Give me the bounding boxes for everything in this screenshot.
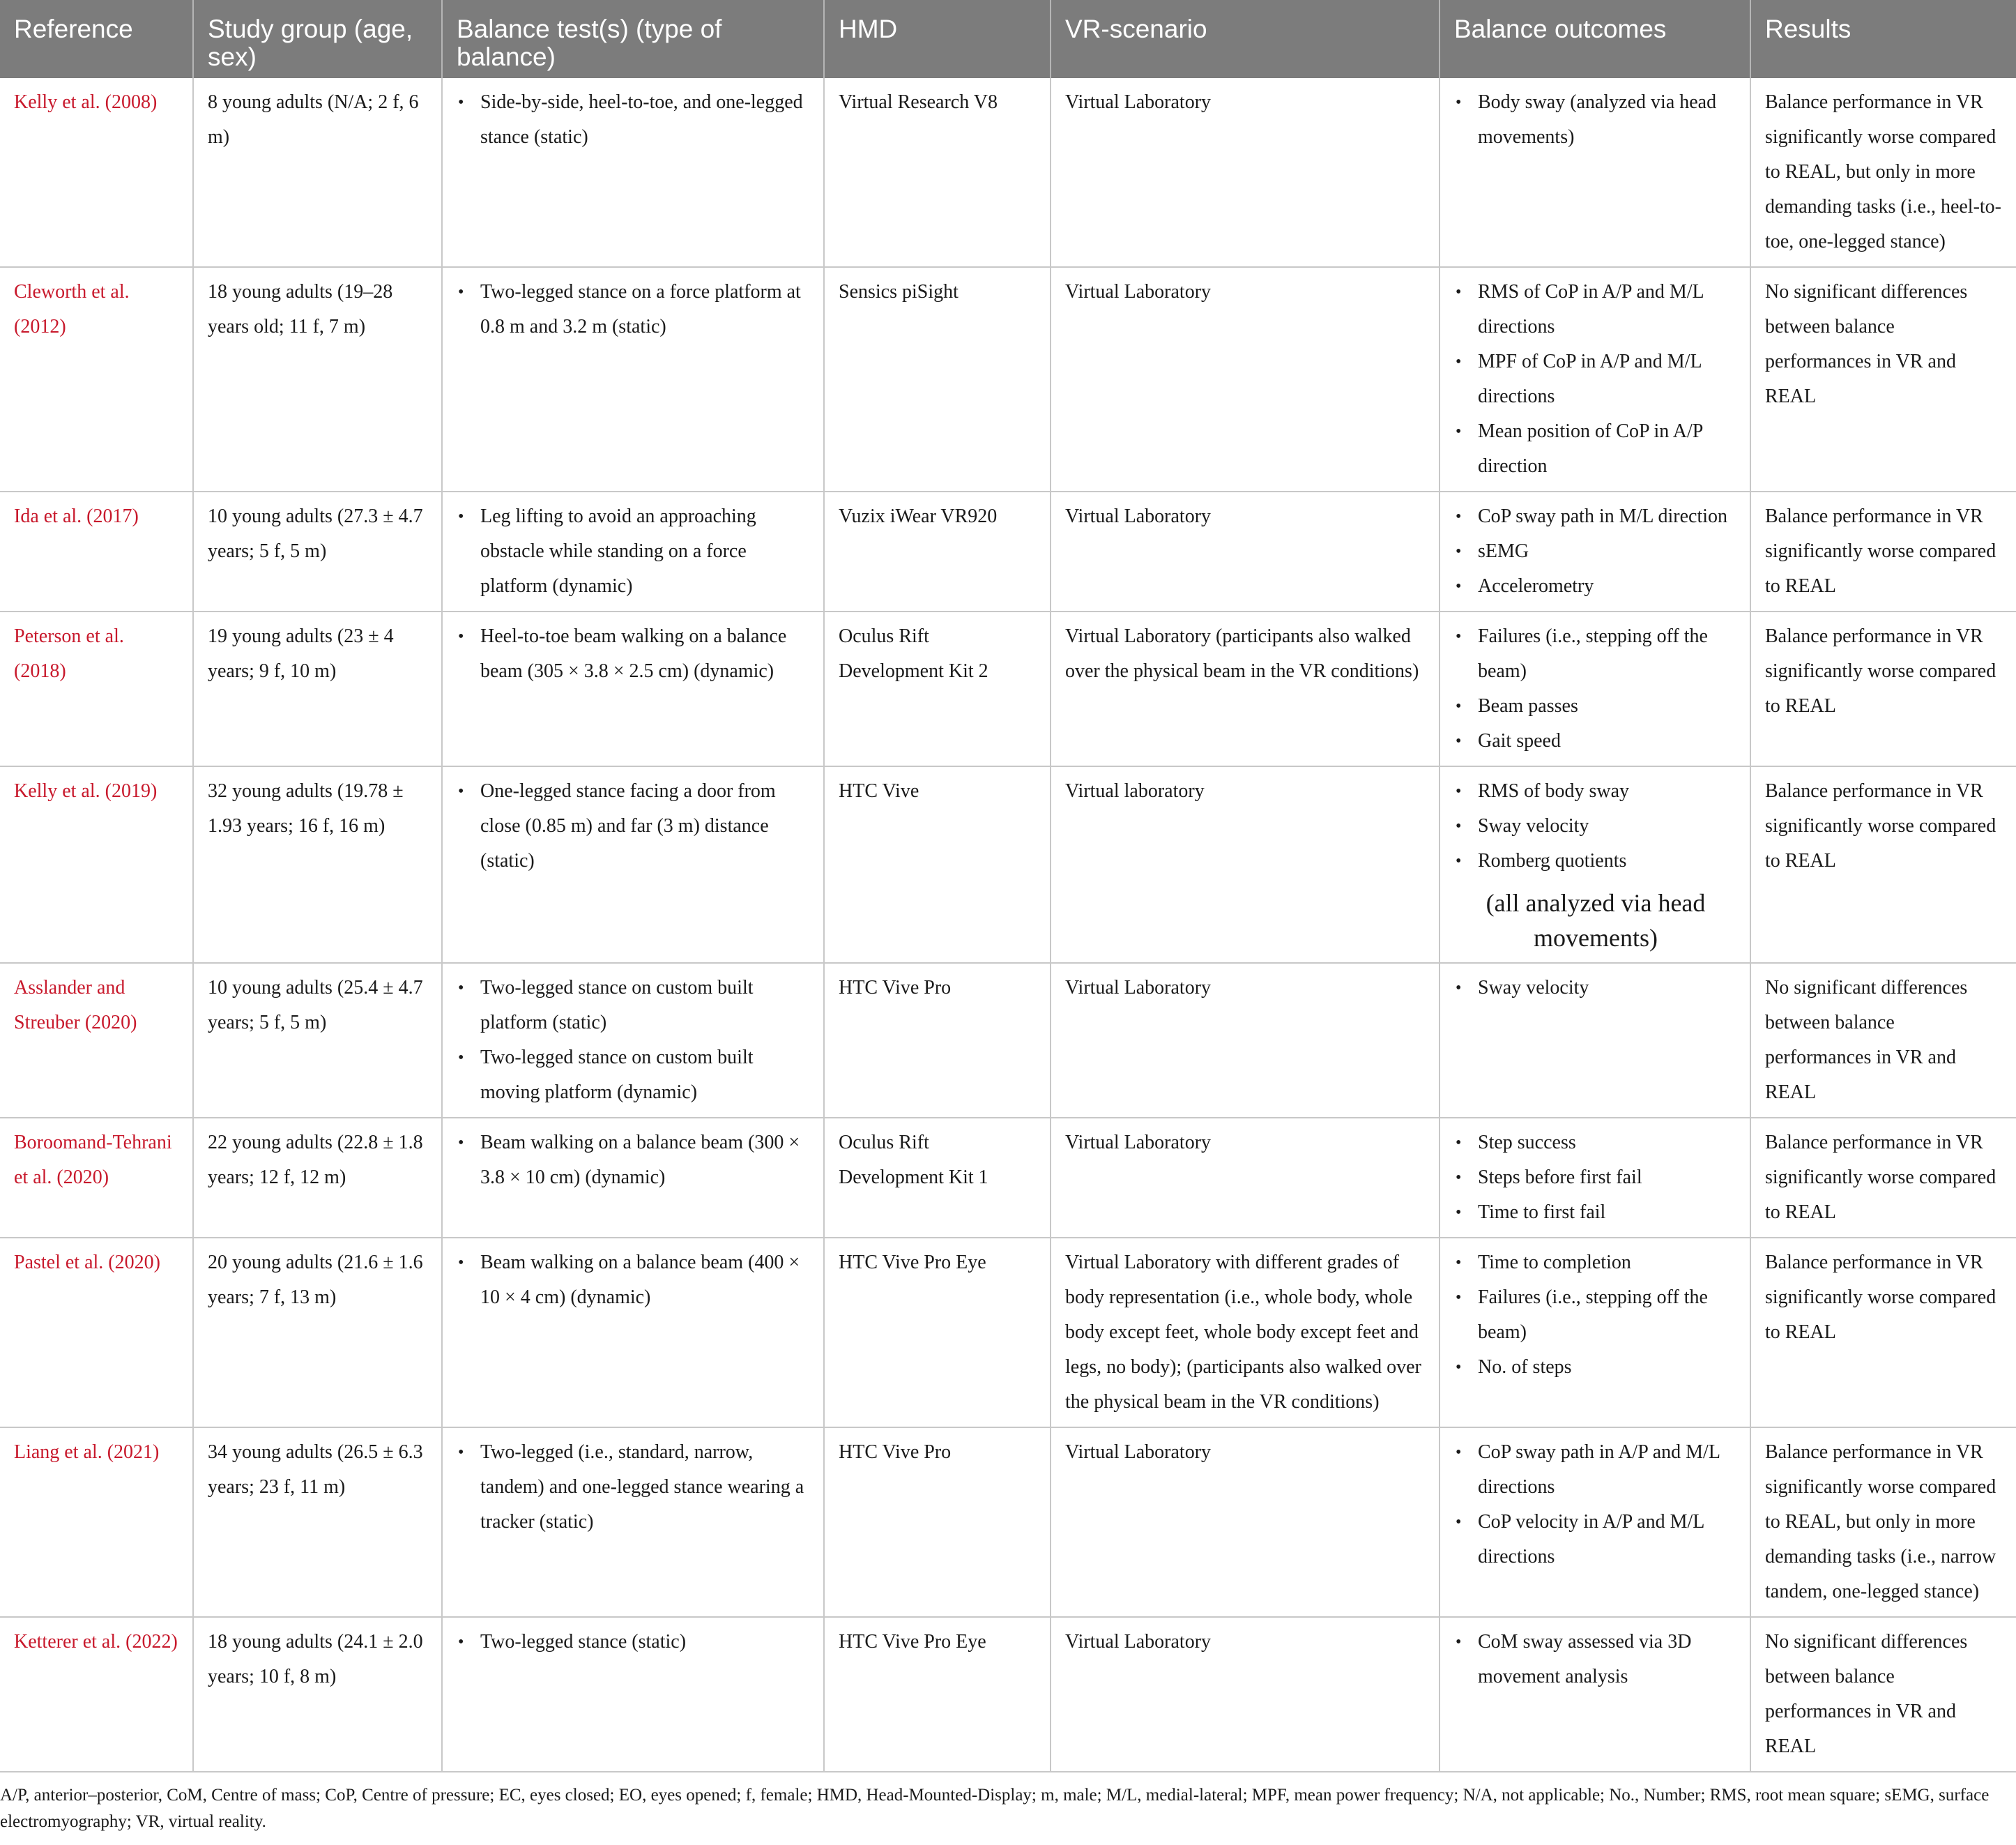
table-body <box>0 78 2016 1772</box>
cell-results-text: Balance performance in VR significantly worse compared to REAL, but only in more demanding tasks (i.e., heel-to-toe, one-legged stance) <box>1765 91 2002 252</box>
cell-study-group <box>193 963 442 1118</box>
cell-balance-tests <box>442 1427 824 1617</box>
cell-vr-scenario <box>1051 492 1440 612</box>
cell-study-group-text: 32 young adults (19.78 ± 1.93 years; 16 f, 16 m) <box>208 780 404 837</box>
cell-balance-outcomes <box>1440 1238 1750 1427</box>
header-hmd: HMD <box>824 0 1051 78</box>
cell-hmd-text: Sensics piSight <box>839 281 959 303</box>
list-item: • Side-by-side, heel-to-toe, and one-legged stance (static) <box>480 85 811 155</box>
list-item: • Gait speed <box>1478 724 1737 759</box>
cell-results-text: Balance performance in VR significantly worse compared to REAL <box>1765 506 1996 597</box>
list-item: • CoP velocity in A/P and M/L directions <box>1478 1505 1737 1574</box>
cell-study-group <box>193 492 442 612</box>
cell-hmd <box>824 78 1051 267</box>
cell-results <box>1750 1118 2016 1238</box>
cell-balance-tests <box>442 1617 824 1772</box>
cell-vr-scenario-text: Virtual Laboratory <box>1065 281 1212 303</box>
cell-hmd-text: HTC Vive Pro <box>839 977 952 999</box>
list-item: • Romberg quotients <box>1478 844 1737 879</box>
list-item: • Beam walking on a balance beam (400 × 10 × 4 cm) (dynamic) <box>480 1245 811 1315</box>
cell-study-group-text: 8 young adults (N/A; 2 f, 6 m) <box>208 91 419 148</box>
cell-balance-tests-list <box>457 971 811 1110</box>
cell-vr-scenario-text: Virtual Laboratory <box>1065 506 1212 527</box>
cell-reference-text[interactable]: Liang et al. (2021) <box>14 1441 160 1463</box>
list-item: • Failures (i.e., stepping off the beam) <box>1478 619 1737 689</box>
list-item: • Heel-to-toe beam walking on a balance beam (305 × 3.8 × 2.5 cm) (dynamic) <box>480 619 811 689</box>
cell-reference-text[interactable]: Peterson et al. (2018) <box>14 625 124 682</box>
cell-balance-outcomes-list <box>1454 619 1737 759</box>
cell-reference <box>0 766 193 963</box>
table-row <box>0 1118 2016 1238</box>
table-row <box>0 612 2016 766</box>
list-item: • Two-legged stance on custom built moving platform (dynamic) <box>480 1040 811 1110</box>
cell-hmd <box>824 612 1051 766</box>
table-row <box>0 492 2016 612</box>
list-item: • Two-legged (i.e., standard, narrow, tandem) and one-legged stance wearing a tracker (static) <box>480 1435 811 1540</box>
cell-hmd-text: Vuzix iWear VR920 <box>839 506 998 527</box>
cell-study-group-text: 10 young adults (27.3 ± 4.7 years; 5 f, 5 m) <box>208 506 423 562</box>
cell-balance-outcomes <box>1440 492 1750 612</box>
cell-study-group-text: 10 young adults (25.4 ± 4.7 years; 5 f, 5 m) <box>208 977 423 1033</box>
cell-balance-tests <box>442 267 824 492</box>
header-balance-outcomes: Balance outcomes <box>1440 0 1750 78</box>
cell-results <box>1750 963 2016 1118</box>
header-results: Results <box>1750 0 2016 78</box>
cell-balance-outcomes <box>1440 78 1750 267</box>
cell-balance-tests <box>442 492 824 612</box>
list-item: • RMS of CoP in A/P and M/L directions <box>1478 275 1737 344</box>
cell-results-text: Balance performance in VR significantly worse compared to REAL, but only in more demanding tasks (i.e., narrow tandem, one-legged stance) <box>1765 1441 1996 1602</box>
cell-results-text: Balance performance in VR significantly worse compared to REAL <box>1765 625 1996 717</box>
cell-vr-scenario <box>1051 963 1440 1118</box>
list-item: • Leg lifting to avoid an approaching obstacle while standing on a force platform (dynamic) <box>480 499 811 604</box>
cell-hmd <box>824 267 1051 492</box>
cell-hmd <box>824 1617 1051 1772</box>
cell-balance-outcomes-list <box>1454 85 1737 155</box>
cell-vr-scenario-text: Virtual Laboratory <box>1065 1132 1212 1153</box>
cell-balance-outcomes <box>1440 612 1750 766</box>
cell-balance-outcomes <box>1440 766 1750 963</box>
cell-results <box>1750 1427 2016 1617</box>
cell-study-group-text: 34 young adults (26.5 ± 6.3 years; 23 f, 11 m) <box>208 1441 423 1498</box>
cell-vr-scenario <box>1051 1118 1440 1238</box>
cell-balance-outcomes <box>1440 963 1750 1118</box>
cell-hmd-text: Oculus Rift Development Kit 1 <box>839 1132 988 1188</box>
cell-vr-scenario <box>1051 612 1440 766</box>
cell-reference <box>0 1238 193 1427</box>
cell-balance-tests-list <box>457 1625 811 1660</box>
header-vr-scenario: VR-scenario <box>1051 0 1440 78</box>
cell-reference-text[interactable]: Cleworth et al. (2012) <box>14 281 130 337</box>
cell-hmd-text: HTC Vive Pro Eye <box>839 1252 986 1273</box>
cell-balance-outcomes-list <box>1454 1435 1737 1574</box>
cell-hmd <box>824 492 1051 612</box>
cell-study-group-text: 18 young adults (19–28 years old; 11 f, 7 m) <box>208 281 393 337</box>
cell-reference-text[interactable]: Ida et al. (2017) <box>14 506 139 527</box>
cell-vr-scenario <box>1051 267 1440 492</box>
list-item: • Beam passes <box>1478 689 1737 724</box>
cell-hmd-text: Oculus Rift Development Kit 2 <box>839 625 988 682</box>
cell-hmd-text: HTC Vive Pro Eye <box>839 1631 986 1653</box>
table-row <box>0 267 2016 492</box>
table-row <box>0 1427 2016 1617</box>
cell-reference <box>0 267 193 492</box>
header-row <box>0 0 2016 78</box>
cell-study-group <box>193 1238 442 1427</box>
cell-balance-tests-list <box>457 1435 811 1540</box>
table-row <box>0 1238 2016 1427</box>
cell-vr-scenario-text: Virtual Laboratory <box>1065 977 1212 999</box>
cell-results <box>1750 1617 2016 1772</box>
cell-balance-tests-list <box>457 619 811 689</box>
cell-balance-tests-list <box>457 85 811 155</box>
cell-balance-tests-list <box>457 275 811 344</box>
cell-results-text: Balance performance in VR significantly worse compared to REAL <box>1765 780 1996 872</box>
cell-reference-text[interactable]: Kelly et al. (2019) <box>14 780 158 802</box>
cell-vr-scenario <box>1051 1427 1440 1617</box>
header-reference: Reference <box>0 0 193 78</box>
cell-results-text: No significant differences between balance performances in VR and REAL <box>1765 977 1968 1103</box>
cell-study-group-text: 22 young adults (22.8 ± 1.8 years; 12 f, 12 m) <box>208 1132 423 1188</box>
cell-study-group <box>193 1617 442 1772</box>
cell-balance-outcomes-list <box>1454 499 1737 604</box>
cell-reference <box>0 78 193 267</box>
cell-balance-outcomes-list <box>1454 971 1737 1005</box>
cell-balance-tests <box>442 766 824 963</box>
cell-study-group <box>193 1118 442 1238</box>
list-item: • CoM sway assessed via 3D movement analysis <box>1478 1625 1737 1694</box>
cell-vr-scenario-text: Virtual laboratory <box>1065 780 1205 802</box>
cell-study-group <box>193 612 442 766</box>
list-item: • Steps before first fail <box>1478 1160 1737 1195</box>
cell-balance-tests-list <box>457 499 811 604</box>
cell-balance-tests-list <box>457 774 811 879</box>
cell-hmd-text: HTC Vive Pro <box>839 1441 952 1463</box>
cell-hmd <box>824 1238 1051 1427</box>
list-item: • CoP sway path in M/L direction <box>1478 499 1737 534</box>
list-item: • Time to completion <box>1478 1245 1737 1280</box>
cell-reference <box>0 1118 193 1238</box>
cell-hmd-text: HTC Vive <box>839 780 919 802</box>
table-row <box>0 766 2016 963</box>
list-item: • RMS of body sway <box>1478 774 1737 809</box>
cell-results <box>1750 267 2016 492</box>
cell-balance-tests <box>442 1238 824 1427</box>
cell-balance-tests <box>442 963 824 1118</box>
cell-vr-scenario-text: Virtual Laboratory <box>1065 91 1212 113</box>
cell-study-group <box>193 766 442 963</box>
cell-balance-tests <box>442 612 824 766</box>
cell-study-group-text: 20 young adults (21.6 ± 1.6 years; 7 f, 13 m) <box>208 1252 423 1308</box>
list-item: • Step success <box>1478 1125 1737 1160</box>
list-item: • CoP sway path in A/P and M/L directions <box>1478 1435 1737 1505</box>
table-row <box>0 78 2016 267</box>
list-item: • Sway velocity <box>1478 971 1737 1005</box>
cell-balance-outcomes-list <box>1454 275 1737 484</box>
cell-reference-text[interactable]: Kelly et al. (2008) <box>14 91 158 113</box>
list-item: • No. of steps <box>1478 1350 1737 1385</box>
list-item: • Mean position of CoP in A/P direction <box>1478 414 1737 484</box>
list-item: • Beam walking on a balance beam (300 × 3.8 × 10 cm) (dynamic) <box>480 1125 811 1195</box>
cell-hmd <box>824 1427 1051 1617</box>
list-item: • MPF of CoP in A/P and M/L directions <box>1478 344 1737 414</box>
cell-balance-tests <box>442 78 824 267</box>
cell-reference <box>0 612 193 766</box>
header-study-group: Study group (age, sex) <box>193 0 442 78</box>
cell-hmd <box>824 963 1051 1118</box>
cell-reference <box>0 1427 193 1617</box>
cell-vr-scenario <box>1051 766 1440 963</box>
table-footnote: A/P, anterior–posterior, CoM, Centre of mass; CoP, Centre of pressure; EC, eyes closed; EO, eyes opened; f, female; HMD, Head-Mounted-Display; m, male; M/L, medial-lateral; MPF, mean power frequency; N/A, not applicable; No., Number; RMS, root mean square; sEMG, surface electromyography; VR, virtual reality. <box>0 1786 1990 1831</box>
cell-balance-outcomes-list <box>1454 774 1737 879</box>
cell-study-group <box>193 267 442 492</box>
outcomes-note: (all analyzed via head movements) <box>1486 889 1706 952</box>
cell-reference-text[interactable]: Asslander and Streuber (2020) <box>14 977 137 1033</box>
header-balance-tests: Balance test(s) (type of balance) <box>442 0 824 78</box>
list-item: • Body sway (analyzed via head movements) <box>1478 85 1737 155</box>
cell-balance-tests <box>442 1118 824 1238</box>
cell-study-group-text: 19 young adults (23 ± 4 years; 9 f, 10 m) <box>208 625 394 682</box>
cell-results-text: No significant differences between balance performances in VR and REAL <box>1765 1631 1968 1757</box>
list-item: • Sway velocity <box>1478 809 1737 844</box>
cell-vr-scenario-text: Virtual Laboratory <box>1065 1631 1212 1653</box>
cell-hmd <box>824 1118 1051 1238</box>
cell-results <box>1750 612 2016 766</box>
list-item: • One-legged stance facing a door from close (0.85 m) and far (3 m) distance (static) <box>480 774 811 879</box>
cell-balance-outcomes <box>1440 1118 1750 1238</box>
list-item: • Failures (i.e., stepping off the beam) <box>1478 1280 1737 1350</box>
cell-hmd <box>824 766 1051 963</box>
cell-balance-outcomes <box>1440 1617 1750 1772</box>
cell-results <box>1750 492 2016 612</box>
cell-results-text: Balance performance in VR significantly worse compared to REAL <box>1765 1252 1996 1343</box>
cell-hmd-text: Virtual Research V8 <box>839 91 998 113</box>
cell-vr-scenario-text: Virtual Laboratory (participants also walked over the physical beam in the VR conditions) <box>1065 625 1419 682</box>
cell-vr-scenario-text: Virtual Laboratory <box>1065 1441 1212 1463</box>
cell-results <box>1750 766 2016 963</box>
cell-reference <box>0 492 193 612</box>
cell-vr-scenario-text: Virtual Laboratory with different grades of body representation (i.e., whole body, whole body except feet, whole body except feet and legs, no body); (participants also walked over the physical beam in the VR conditions) <box>1065 1252 1421 1413</box>
cell-reference-text[interactable]: Pastel et al. (2020) <box>14 1252 160 1273</box>
cell-vr-scenario <box>1051 1617 1440 1772</box>
cell-balance-outcomes <box>1440 267 1750 492</box>
cell-balance-outcomes <box>1440 1427 1750 1617</box>
cell-reference-text[interactable]: Ketterer et al. (2022) <box>14 1631 178 1653</box>
list-item: • Two-legged stance on a force platform at 0.8 m and 3.2 m (static) <box>480 275 811 344</box>
cell-balance-outcomes-list <box>1454 1245 1737 1385</box>
cell-balance-tests-list <box>457 1245 811 1315</box>
cell-balance-tests-list <box>457 1125 811 1195</box>
cell-results <box>1750 78 2016 267</box>
table-row <box>0 1617 2016 1772</box>
cell-results-text: Balance performance in VR significantly worse compared to REAL <box>1765 1132 1996 1223</box>
cell-study-group <box>193 1427 442 1617</box>
cell-results-text: No significant differences between balance performances in VR and REAL <box>1765 281 1968 407</box>
cell-reference-text[interactable]: Boroomand-Tehrani et al. (2020) <box>14 1132 172 1188</box>
cell-vr-scenario <box>1051 1238 1440 1427</box>
cell-reference <box>0 963 193 1118</box>
cell-balance-outcomes-list <box>1454 1125 1737 1230</box>
list-item: • Accelerometry <box>1478 569 1737 604</box>
cell-study-group-text: 18 young adults (24.1 ± 2.0 years; 10 f, 8 m) <box>208 1631 423 1687</box>
cell-results <box>1750 1238 2016 1427</box>
cell-study-group <box>193 78 442 267</box>
list-item: • Two-legged stance (static) <box>480 1625 811 1660</box>
table-row <box>0 963 2016 1118</box>
cell-balance-outcomes-list <box>1454 1625 1737 1694</box>
cell-vr-scenario <box>1051 78 1440 267</box>
cell-reference <box>0 1617 193 1772</box>
list-item: • Two-legged stance on custom built platform (static) <box>480 971 811 1040</box>
list-item: • sEMG <box>1478 534 1737 569</box>
list-item: • Time to first fail <box>1478 1195 1737 1230</box>
